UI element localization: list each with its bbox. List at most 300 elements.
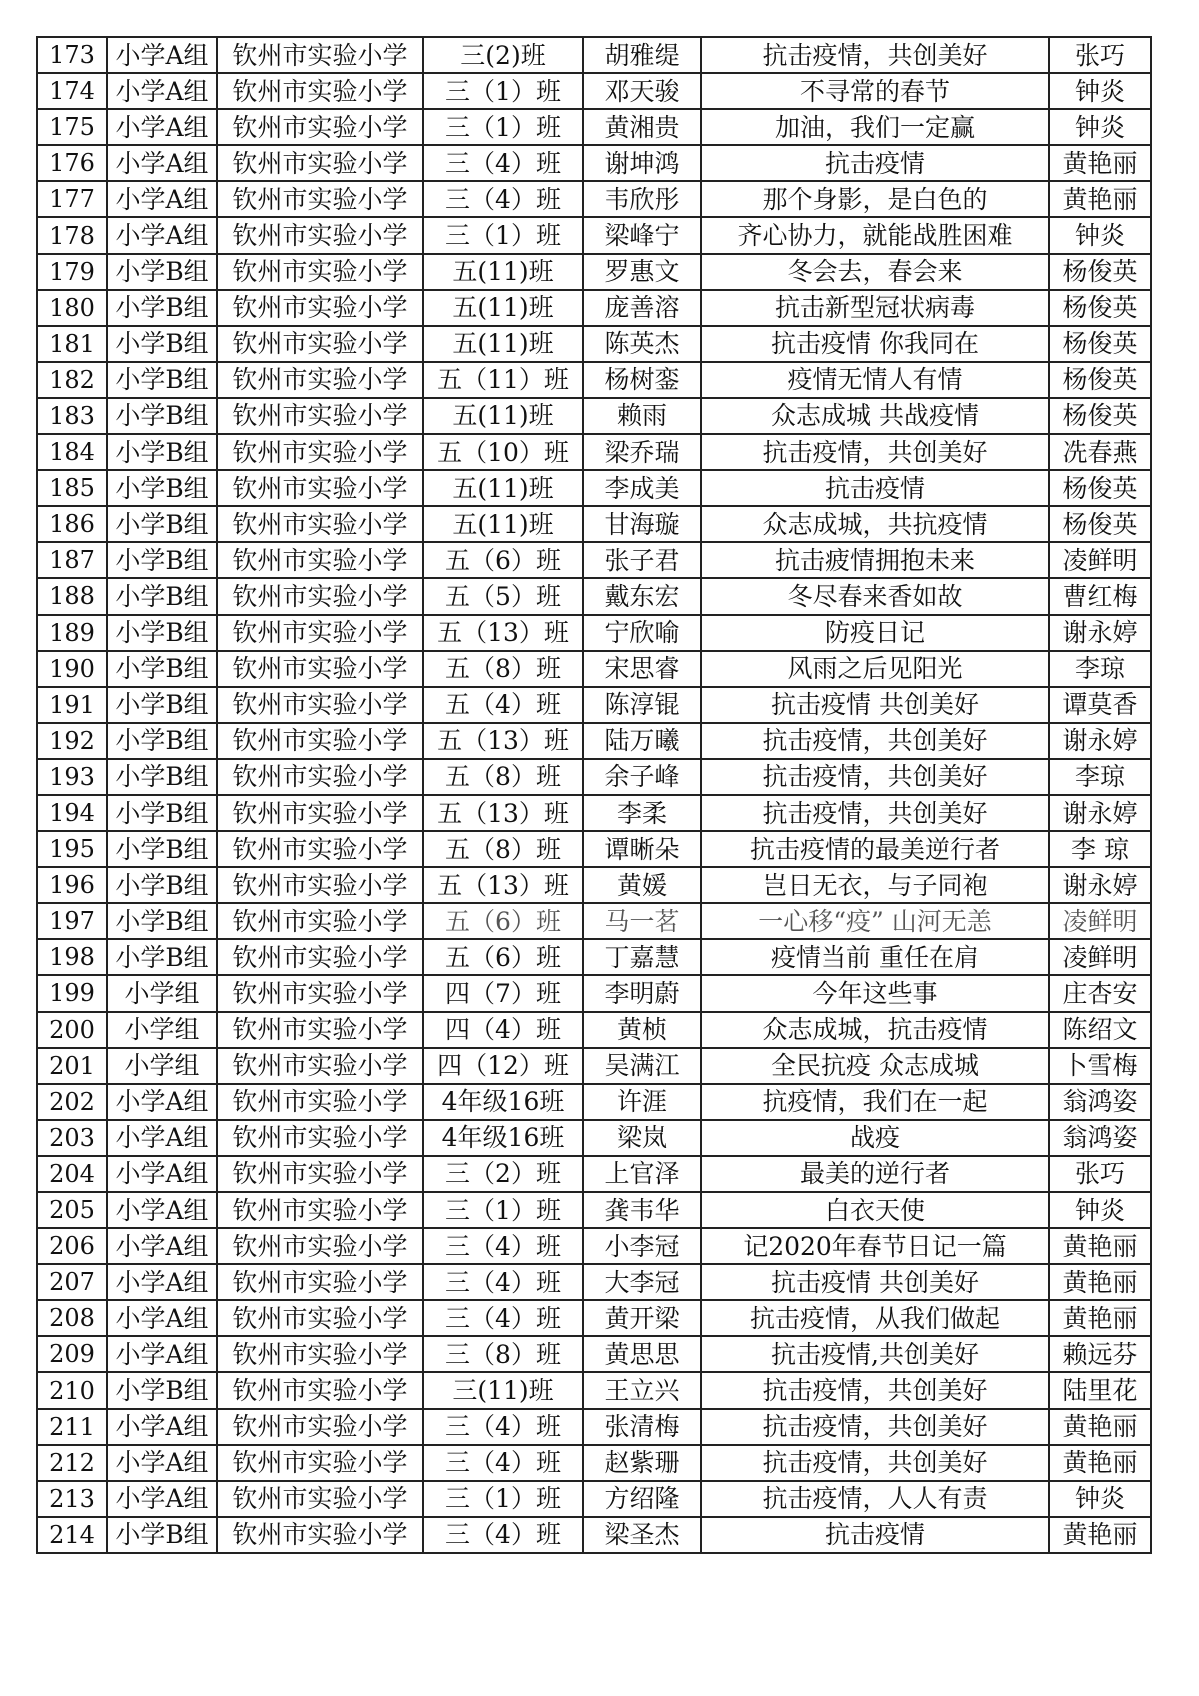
table-row (37, 217, 1151, 253)
row-number: 174 (37, 73, 107, 109)
row-number: 188 (37, 578, 107, 614)
row-number: 214 (37, 1517, 107, 1553)
class-cell: 三（1）班 (423, 73, 583, 109)
table-row (37, 434, 1151, 470)
table-row (37, 1084, 1151, 1120)
group-cell: 小学B组 (107, 578, 217, 614)
student-name-cell: 龚韦华 (583, 1192, 701, 1228)
group-cell: 小学A组 (107, 37, 217, 73)
group-cell: 小学A组 (107, 181, 217, 217)
row-number: 200 (37, 1012, 107, 1048)
student-name-cell: 杨树銮 (583, 362, 701, 398)
student-name-cell: 谢坤鸿 (583, 145, 701, 181)
class-cell: 五（10）班 (423, 434, 583, 470)
school-cell: 钦州市实验小学 (217, 1084, 423, 1120)
work-title-cell: 疫情当前 重任在肩 (701, 939, 1049, 975)
school-cell: 钦州市实验小学 (217, 1048, 423, 1084)
group-cell: 小学A组 (107, 1228, 217, 1264)
class-cell: 四（7）班 (423, 975, 583, 1011)
table-row (37, 470, 1151, 506)
school-cell: 钦州市实验小学 (217, 1264, 423, 1300)
student-name-cell: 罗惠文 (583, 254, 701, 290)
group-cell: 小学B组 (107, 939, 217, 975)
table-row (37, 939, 1151, 975)
school-cell: 钦州市实验小学 (217, 578, 423, 614)
student-name-cell: 小李冠 (583, 1228, 701, 1264)
teacher-cell: 杨俊英 (1049, 254, 1151, 290)
row-number: 211 (37, 1409, 107, 1445)
work-title-cell: 冬尽春来香如故 (701, 578, 1049, 614)
school-cell: 钦州市实验小学 (217, 651, 423, 687)
row-number: 178 (37, 217, 107, 253)
school-cell: 钦州市实验小学 (217, 939, 423, 975)
work-title-cell: 抗击疫情 共创美好 (701, 1264, 1049, 1300)
teacher-cell: 卜雪梅 (1049, 1048, 1151, 1084)
teacher-cell: 翁鸿姿 (1049, 1084, 1151, 1120)
group-cell: 小学B组 (107, 362, 217, 398)
table-row (37, 1445, 1151, 1481)
school-cell: 钦州市实验小学 (217, 867, 423, 903)
row-number: 212 (37, 1445, 107, 1481)
row-number: 213 (37, 1481, 107, 1517)
table-row (37, 759, 1151, 795)
row-number: 205 (37, 1192, 107, 1228)
student-name-cell: 吴满江 (583, 1048, 701, 1084)
class-cell: 三（4）班 (423, 1409, 583, 1445)
work-title-cell: 记2020年春节日记一篇 (701, 1228, 1049, 1264)
table-row (37, 687, 1151, 723)
school-cell: 钦州市实验小学 (217, 1300, 423, 1336)
row-number: 175 (37, 109, 107, 145)
teacher-cell: 黄艳丽 (1049, 181, 1151, 217)
school-cell: 钦州市实验小学 (217, 687, 423, 723)
teacher-cell: 李琼 (1049, 651, 1151, 687)
student-name-cell: 李明蔚 (583, 975, 701, 1011)
teacher-cell: 黄艳丽 (1049, 1445, 1151, 1481)
student-name-cell: 余子峰 (583, 759, 701, 795)
school-cell: 钦州市实验小学 (217, 398, 423, 434)
teacher-cell: 张巧 (1049, 37, 1151, 73)
student-name-cell: 黄思思 (583, 1336, 701, 1372)
school-cell: 钦州市实验小学 (217, 1120, 423, 1156)
school-cell: 钦州市实验小学 (217, 723, 423, 759)
group-cell: 小学B组 (107, 542, 217, 578)
teacher-cell: 钟炎 (1049, 1192, 1151, 1228)
teacher-cell: 凌鲜明 (1049, 542, 1151, 578)
school-cell: 钦州市实验小学 (217, 217, 423, 253)
teacher-cell: 杨俊英 (1049, 506, 1151, 542)
table-row (37, 1192, 1151, 1228)
class-cell: 三(11)班 (423, 1372, 583, 1408)
row-number: 195 (37, 831, 107, 867)
work-title-cell: 冬会去，春会来 (701, 254, 1049, 290)
work-title-cell: 抗击疫情，共创美好 (701, 723, 1049, 759)
teacher-cell: 李琼 (1049, 759, 1151, 795)
row-number: 207 (37, 1264, 107, 1300)
student-name-cell: 陆万曦 (583, 723, 701, 759)
class-cell: 三（4）班 (423, 1264, 583, 1300)
class-cell: 三（4）班 (423, 1300, 583, 1336)
table-row (37, 1048, 1151, 1084)
teacher-cell: 陆里花 (1049, 1372, 1151, 1408)
class-cell: 五（8）班 (423, 759, 583, 795)
work-title-cell: 抗击新型冠状病毒 (701, 290, 1049, 326)
work-title-cell: 不寻常的春节 (701, 73, 1049, 109)
school-cell: 钦州市实验小学 (217, 1481, 423, 1517)
class-cell: 五（8）班 (423, 831, 583, 867)
table-row (37, 1409, 1151, 1445)
work-title-cell: 众志成城，共抗疫情 (701, 506, 1049, 542)
work-title-cell: 一心移“疫” 山河无恙 (701, 903, 1049, 939)
group-cell: 小学B组 (107, 795, 217, 831)
school-cell: 钦州市实验小学 (217, 759, 423, 795)
group-cell: 小学A组 (107, 1300, 217, 1336)
teacher-cell: 钟炎 (1049, 73, 1151, 109)
class-cell: 五（13）班 (423, 867, 583, 903)
group-cell: 小学A组 (107, 1264, 217, 1300)
row-number: 196 (37, 867, 107, 903)
row-number: 189 (37, 615, 107, 651)
class-cell: 五（11）班 (423, 362, 583, 398)
group-cell: 小学B组 (107, 290, 217, 326)
row-number: 177 (37, 181, 107, 217)
class-cell: 五（4）班 (423, 687, 583, 723)
table-row (37, 542, 1151, 578)
row-number: 190 (37, 651, 107, 687)
school-cell: 钦州市实验小学 (217, 975, 423, 1011)
class-cell: 三（4）班 (423, 1445, 583, 1481)
class-cell: 三（4）班 (423, 1228, 583, 1264)
work-title-cell: 抗击疫情，共创美好 (701, 1372, 1049, 1408)
table-row (37, 1300, 1151, 1336)
group-cell: 小学A组 (107, 1084, 217, 1120)
work-title-cell: 抗击疫情，从我们做起 (701, 1300, 1049, 1336)
teacher-cell: 钟炎 (1049, 217, 1151, 253)
work-title-cell: 抗击疫情 你我同在 (701, 326, 1049, 362)
row-number: 202 (37, 1084, 107, 1120)
school-cell: 钦州市实验小学 (217, 37, 423, 73)
student-name-cell: 邓天骏 (583, 73, 701, 109)
table-row (37, 181, 1151, 217)
class-cell: 五（13）班 (423, 723, 583, 759)
teacher-cell: 谭莫香 (1049, 687, 1151, 723)
teacher-cell: 杨俊英 (1049, 362, 1151, 398)
work-title-cell: 全民抗疫 众志成城 (701, 1048, 1049, 1084)
teacher-cell: 杨俊英 (1049, 290, 1151, 326)
school-cell: 钦州市实验小学 (217, 290, 423, 326)
work-title-cell: 抗击疫情 (701, 470, 1049, 506)
teacher-cell: 黄艳丽 (1049, 1264, 1151, 1300)
school-cell: 钦州市实验小学 (217, 615, 423, 651)
work-title-cell: 抗击疫情，共创美好 (701, 434, 1049, 470)
school-cell: 钦州市实验小学 (217, 506, 423, 542)
row-number: 199 (37, 975, 107, 1011)
row-number: 201 (37, 1048, 107, 1084)
table-row (37, 506, 1151, 542)
class-cell: 三（1）班 (423, 217, 583, 253)
row-number: 187 (37, 542, 107, 578)
student-name-cell: 赖雨 (583, 398, 701, 434)
teacher-cell: 凌鲜明 (1049, 903, 1151, 939)
student-name-cell: 黄媛 (583, 867, 701, 903)
teacher-cell: 黄艳丽 (1049, 1409, 1151, 1445)
teacher-cell: 黄艳丽 (1049, 1228, 1151, 1264)
group-cell: 小学B组 (107, 651, 217, 687)
group-cell: 小学A组 (107, 217, 217, 253)
group-cell: 小学A组 (107, 1409, 217, 1445)
table-row (37, 578, 1151, 614)
group-cell: 小学B组 (107, 687, 217, 723)
teacher-cell: 谢永婷 (1049, 723, 1151, 759)
teacher-cell: 李 琼 (1049, 831, 1151, 867)
group-cell: 小学A组 (107, 1336, 217, 1372)
class-cell: 五(11)班 (423, 326, 583, 362)
work-title-cell: 抗击疫情，共创美好 (701, 795, 1049, 831)
table-row (37, 975, 1151, 1011)
school-cell: 钦州市实验小学 (217, 326, 423, 362)
class-cell: 四（4）班 (423, 1012, 583, 1048)
work-title-cell: 抗击疫情 (701, 1517, 1049, 1553)
class-cell: 五（5）班 (423, 578, 583, 614)
school-cell: 钦州市实验小学 (217, 1336, 423, 1372)
school-cell: 钦州市实验小学 (217, 73, 423, 109)
group-cell: 小学B组 (107, 254, 217, 290)
work-title-cell: 抗击疫情 共创美好 (701, 687, 1049, 723)
student-name-cell: 庞善溶 (583, 290, 701, 326)
table-row (37, 651, 1151, 687)
row-number: 183 (37, 398, 107, 434)
class-cell: 三（2）班 (423, 1156, 583, 1192)
group-cell: 小学A组 (107, 1120, 217, 1156)
student-name-cell: 戴东宏 (583, 578, 701, 614)
work-title-cell: 今年这些事 (701, 975, 1049, 1011)
row-number: 185 (37, 470, 107, 506)
teacher-cell: 谢永婷 (1049, 795, 1151, 831)
row-number: 179 (37, 254, 107, 290)
table-row (37, 723, 1151, 759)
table-row (37, 362, 1151, 398)
work-title-cell: 抗击疫情的最美逆行者 (701, 831, 1049, 867)
school-cell: 钦州市实验小学 (217, 831, 423, 867)
row-number: 208 (37, 1300, 107, 1336)
teacher-cell: 凌鲜明 (1049, 939, 1151, 975)
student-name-cell: 梁乔瑞 (583, 434, 701, 470)
row-number: 180 (37, 290, 107, 326)
group-cell: 小学B组 (107, 1372, 217, 1408)
work-title-cell: 众志成城，抗击疫情 (701, 1012, 1049, 1048)
class-cell: 三(2)班 (423, 37, 583, 73)
group-cell: 小学B组 (107, 506, 217, 542)
class-cell: 四（12）班 (423, 1048, 583, 1084)
school-cell: 钦州市实验小学 (217, 145, 423, 181)
work-title-cell: 防疫日记 (701, 615, 1049, 651)
school-cell: 钦州市实验小学 (217, 434, 423, 470)
school-cell: 钦州市实验小学 (217, 903, 423, 939)
teacher-cell: 曹红梅 (1049, 578, 1151, 614)
table-row (37, 615, 1151, 651)
work-title-cell: 抗击疫情，人人有责 (701, 1481, 1049, 1517)
table-row (37, 795, 1151, 831)
table-row (37, 37, 1151, 73)
work-title-cell: 抗击疫情，共创美好 (701, 1445, 1049, 1481)
school-cell: 钦州市实验小学 (217, 109, 423, 145)
student-name-cell: 黄湘贵 (583, 109, 701, 145)
work-title-cell: 抗击疫情，共创美好 (701, 759, 1049, 795)
class-cell: 五（13）班 (423, 795, 583, 831)
group-cell: 小学B组 (107, 398, 217, 434)
row-number: 203 (37, 1120, 107, 1156)
school-cell: 钦州市实验小学 (217, 542, 423, 578)
class-cell: 五(11)班 (423, 290, 583, 326)
class-cell: 五(11)班 (423, 398, 583, 434)
group-cell: 小学A组 (107, 1192, 217, 1228)
table-row (37, 73, 1151, 109)
teacher-cell: 庄杏安 (1049, 975, 1151, 1011)
row-number: 184 (37, 434, 107, 470)
student-name-cell: 胡雅缇 (583, 37, 701, 73)
student-name-cell: 宋思睿 (583, 651, 701, 687)
row-number: 182 (37, 362, 107, 398)
student-name-cell: 张清梅 (583, 1409, 701, 1445)
school-cell: 钦州市实验小学 (217, 254, 423, 290)
teacher-cell: 谢永婷 (1049, 867, 1151, 903)
group-cell: 小学A组 (107, 1156, 217, 1192)
student-name-cell: 李成美 (583, 470, 701, 506)
school-cell: 钦州市实验小学 (217, 795, 423, 831)
table-row (37, 1228, 1151, 1264)
school-cell: 钦州市实验小学 (217, 1156, 423, 1192)
work-title-cell: 加油，我们一定赢 (701, 109, 1049, 145)
teacher-cell: 杨俊英 (1049, 326, 1151, 362)
group-cell: 小学组 (107, 1012, 217, 1048)
group-cell: 小学B组 (107, 434, 217, 470)
group-cell: 小学A组 (107, 145, 217, 181)
group-cell: 小学A组 (107, 73, 217, 109)
teacher-cell: 翁鸿姿 (1049, 1120, 1151, 1156)
table-row (37, 398, 1151, 434)
work-title-cell: 抗击疫情,共创美好 (701, 1336, 1049, 1372)
school-cell: 钦州市实验小学 (217, 362, 423, 398)
student-name-cell: 丁嘉慧 (583, 939, 701, 975)
work-title-cell: 众志成城 共战疫情 (701, 398, 1049, 434)
row-number: 197 (37, 903, 107, 939)
student-name-cell: 梁峰宁 (583, 217, 701, 253)
group-cell: 小学A组 (107, 109, 217, 145)
group-cell: 小学B组 (107, 759, 217, 795)
row-number: 209 (37, 1336, 107, 1372)
class-cell: 五(11)班 (423, 470, 583, 506)
work-title-cell: 抗击疫情，共创美好 (701, 1409, 1049, 1445)
row-number: 198 (37, 939, 107, 975)
table-row (37, 290, 1151, 326)
class-cell: 五(11)班 (423, 506, 583, 542)
teacher-cell: 杨俊英 (1049, 398, 1151, 434)
class-cell: 三（1）班 (423, 1192, 583, 1228)
work-title-cell: 抗击疫情，共创美好 (701, 37, 1049, 73)
school-cell: 钦州市实验小学 (217, 1192, 423, 1228)
table-row (37, 831, 1151, 867)
row-number: 181 (37, 326, 107, 362)
group-cell: 小学B组 (107, 615, 217, 651)
group-cell: 小学B组 (107, 903, 217, 939)
student-name-cell: 谭晰朵 (583, 831, 701, 867)
table-row (37, 1481, 1151, 1517)
row-number: 210 (37, 1372, 107, 1408)
group-cell: 小学B组 (107, 1517, 217, 1553)
work-title-cell: 那个身影，是白色的 (701, 181, 1049, 217)
table-row (37, 326, 1151, 362)
student-name-cell: 大李冠 (583, 1264, 701, 1300)
group-cell: 小学A组 (107, 1481, 217, 1517)
teacher-cell: 张巧 (1049, 1156, 1151, 1192)
work-title-cell: 抗疫情，我们在一起 (701, 1084, 1049, 1120)
work-title-cell: 战疫 (701, 1120, 1049, 1156)
teacher-cell: 黄艳丽 (1049, 1517, 1151, 1553)
row-number: 193 (37, 759, 107, 795)
class-cell: 4年级16班 (423, 1084, 583, 1120)
work-title-cell: 风雨之后见阳光 (701, 651, 1049, 687)
class-cell: 五(11)班 (423, 254, 583, 290)
table-row (37, 1372, 1151, 1408)
class-cell: 五（6）班 (423, 542, 583, 578)
student-name-cell: 马一茗 (583, 903, 701, 939)
group-cell: 小学B组 (107, 326, 217, 362)
table-row (37, 1517, 1151, 1553)
student-name-cell: 黄桢 (583, 1012, 701, 1048)
student-name-cell: 韦欣彤 (583, 181, 701, 217)
student-name-cell: 方绍隆 (583, 1481, 701, 1517)
school-cell: 钦州市实验小学 (217, 1012, 423, 1048)
work-title-cell: 齐心协力，就能战胜困难 (701, 217, 1049, 253)
table-row (37, 1336, 1151, 1372)
school-cell: 钦州市实验小学 (217, 1517, 423, 1553)
teacher-cell: 杨俊英 (1049, 470, 1151, 506)
teacher-cell: 陈绍文 (1049, 1012, 1151, 1048)
class-cell: 三（4）班 (423, 145, 583, 181)
school-cell: 钦州市实验小学 (217, 181, 423, 217)
teacher-cell: 冼春燕 (1049, 434, 1151, 470)
student-name-cell: 宁欣喻 (583, 615, 701, 651)
student-name-cell: 黄开梁 (583, 1300, 701, 1336)
work-title-cell: 抗击疫情 (701, 145, 1049, 181)
group-cell: 小学组 (107, 1048, 217, 1084)
student-name-cell: 梁圣杰 (583, 1517, 701, 1553)
class-cell: 五（6）班 (423, 939, 583, 975)
work-title-cell: 最美的逆行者 (701, 1156, 1049, 1192)
row-number: 173 (37, 37, 107, 73)
table-row (37, 1012, 1151, 1048)
student-name-cell: 许涯 (583, 1084, 701, 1120)
work-title-cell: 岂日无衣，与子同袍 (701, 867, 1049, 903)
row-number: 204 (37, 1156, 107, 1192)
teacher-cell: 黄艳丽 (1049, 1300, 1151, 1336)
class-cell: 4年级16班 (423, 1120, 583, 1156)
student-name-cell: 赵紫珊 (583, 1445, 701, 1481)
row-number: 194 (37, 795, 107, 831)
school-cell: 钦州市实验小学 (217, 1445, 423, 1481)
table-row (37, 1120, 1151, 1156)
group-cell: 小学B组 (107, 723, 217, 759)
group-cell: 小学B组 (107, 831, 217, 867)
student-name-cell: 陈淳锟 (583, 687, 701, 723)
class-cell: 三（4）班 (423, 1517, 583, 1553)
student-name-cell: 陈英杰 (583, 326, 701, 362)
table-row (37, 903, 1151, 939)
teacher-cell: 黄艳丽 (1049, 145, 1151, 181)
table-body (37, 37, 1151, 1553)
class-cell: 三（8）班 (423, 1336, 583, 1372)
row-number: 206 (37, 1228, 107, 1264)
